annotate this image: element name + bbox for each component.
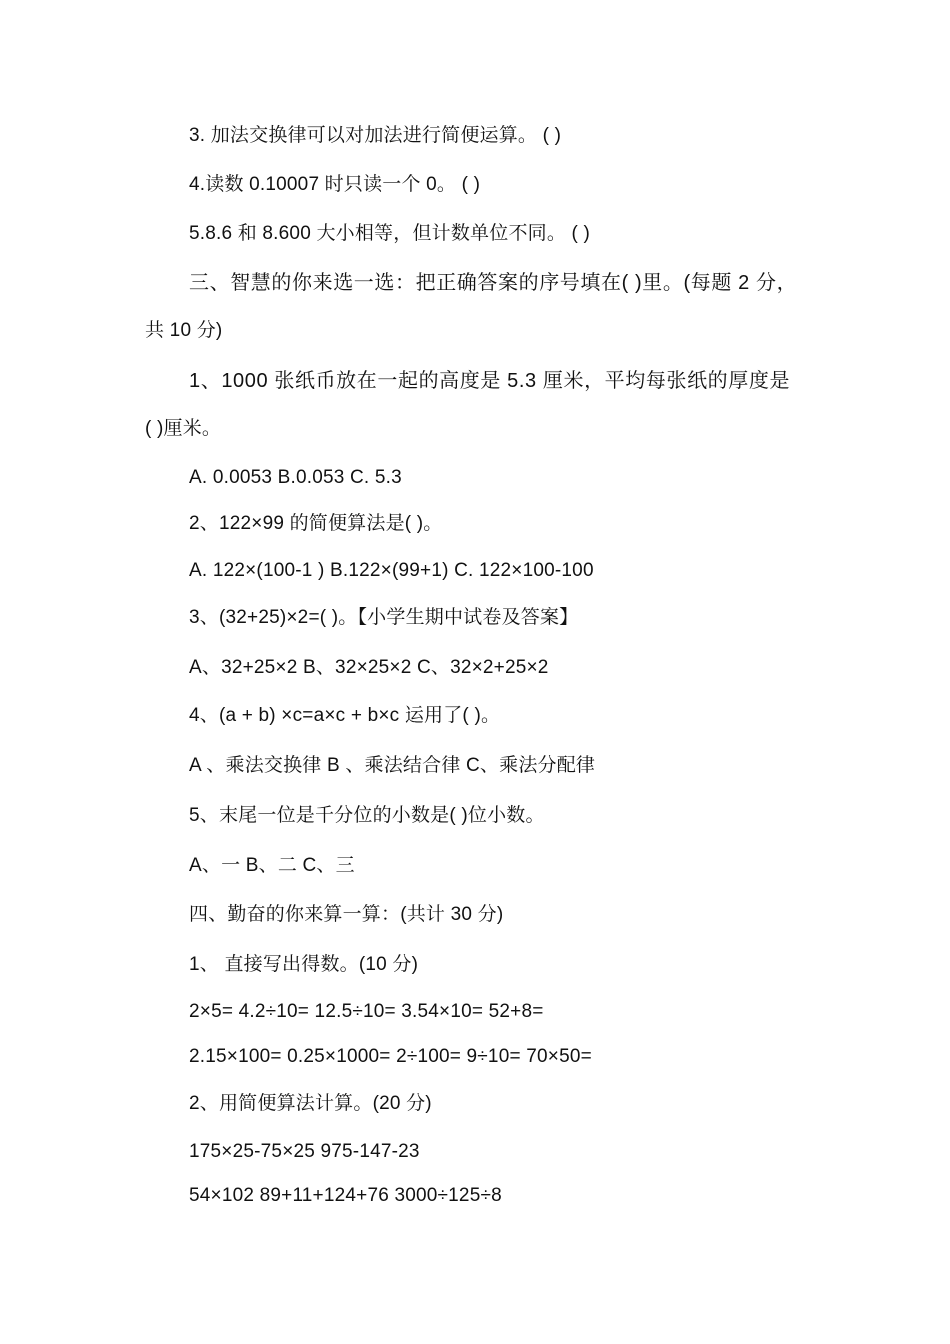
choice-question-2: 2、122×99 的简便算法是( )。 bbox=[189, 513, 443, 534]
simplify-row-1: 175×25-75×25 975-147-23 bbox=[189, 1141, 420, 1162]
true-false-item-3: 3. 加法交换律可以对加法进行简便运算。 ( ) bbox=[189, 125, 562, 146]
calc-part-1-heading: 1、 直接写出得数。(10 分) bbox=[189, 954, 419, 975]
choice-question-3: 3、(32+25)×2=( )。【小学生期中试卷及答案】 bbox=[189, 607, 579, 628]
calc-row-1: 2×5= 4.2÷10= 12.5÷10= 3.54×10= 52+8= bbox=[189, 1001, 544, 1022]
choice-options-4: A 、乘法交换律 B 、乘法结合律 C、乘法分配律 bbox=[189, 755, 596, 776]
true-false-item-5: 5.8.6 和 8.600 大小相等，但计数单位不同。 ( ) bbox=[189, 223, 591, 244]
choice-question-1: 1、1000 张纸币放在一起的高度是 5.3 厘米，平均每张纸的厚度是 bbox=[189, 370, 791, 392]
simplify-row-2: 54×102 89+11+124+76 3000÷125÷8 bbox=[189, 1185, 502, 1206]
choice-options-1: A. 0.0053 B.0.053 C. 5.3 bbox=[189, 467, 402, 488]
choice-question-1-cont: ( )厘米。 bbox=[145, 418, 222, 439]
section-3-heading: 三、智慧的你来选一选：把正确答案的序号填在( )里。(每题 2 分， bbox=[189, 272, 798, 294]
calc-part-2-heading: 2、用简便算法计算。(20 分) bbox=[189, 1093, 432, 1114]
choice-options-5: A、一 B、二 C、三 bbox=[189, 855, 355, 876]
choice-options-3: A、32+25×2 B、32×25×2 C、32×2+25×2 bbox=[189, 657, 549, 678]
section-3-heading-cont: 共 10 分) bbox=[145, 320, 223, 341]
choice-question-5: 5、末尾一位是千分位的小数是( )位小数。 bbox=[189, 805, 545, 826]
section-4-heading: 四、勤奋的你来算一算：(共计 30 分) bbox=[189, 904, 504, 925]
true-false-item-4: 4.读数 0.10007 时只读一个 0。 ( ) bbox=[189, 174, 481, 195]
choice-options-2: A. 122×(100-1 ) B.122×(99+1) C. 122×100-100 bbox=[189, 560, 594, 581]
choice-question-4: 4、(a + b) ×c=a×c + b×c 运用了( )。 bbox=[189, 705, 501, 726]
calc-row-2: 2.15×100= 0.25×1000= 2÷100= 9÷10= 70×50= bbox=[189, 1046, 592, 1067]
